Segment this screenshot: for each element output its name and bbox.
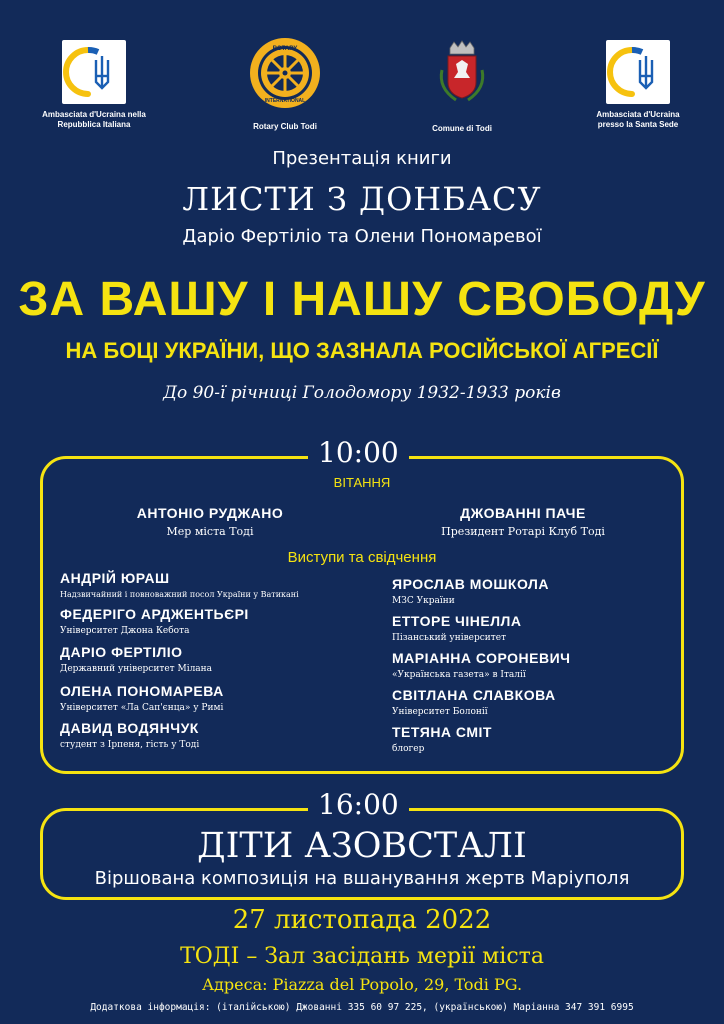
embassy-holysee-caption: Ambasciata d'Ucraina presso la Santa Sede (596, 110, 680, 129)
speaker-name: ТЕТЯНА СМІТ (392, 724, 492, 740)
speaker-entry (392, 724, 492, 754)
speaker-entry (392, 687, 556, 717)
coat-of-arms-icon (436, 40, 488, 110)
speaker-entry (392, 576, 549, 606)
speaker-role: Університет Болонії (392, 707, 488, 717)
book-title: ЛИСТИ З ДОНБАСУ (182, 180, 542, 218)
speaker-name: СВІТЛАНА СЛАВКОВА (392, 687, 556, 703)
embassy-holysee-logo (606, 40, 670, 104)
speaker-entry (392, 613, 521, 643)
embassy-italy-caption: Ambasciata d'Ucraina nella Repubblica Italiana (42, 110, 146, 129)
speaker-role: Мер міста Тоді (166, 525, 254, 538)
book-authors: Даріо Фертіліо та Олени Пономаревої (182, 226, 542, 247)
rotary-logo (248, 36, 322, 114)
speaker-name: ДЖОВАННІ ПАЧЕ (460, 505, 586, 521)
contact-info: Додаткова інформація: (італійською) Джованні 335 60 97 225, (українською) Маріанна 347 391 6995 (90, 1002, 634, 1013)
speaker-entry (60, 570, 299, 599)
speaker-name: ДАРІО ФЕРТІЛІО (60, 644, 183, 660)
speaker-role: «Українська газета» в Італії (392, 670, 526, 680)
afternoon-title: ДІТИ АЗОВСТАЛІ (197, 826, 527, 866)
speaker-role: Університет «Ла Сап'єнца» у Римі (60, 703, 224, 713)
ukraine-trident-icon (62, 40, 126, 104)
speaker-entry (60, 683, 224, 713)
speaker-name: ОЛЕНА ПОНОМАРЕВА (60, 683, 224, 699)
speaker-role: Державний університет Мілана (60, 664, 213, 674)
talks-heading: Виступи та свідчення (287, 549, 437, 566)
sub-slogan: НА БОЦІ УКРАЇНИ, ЩО ЗАЗНАЛА РОСІЙСЬКОЇ АГРЕСІЇ (65, 338, 659, 363)
event-address: Адреса: Piazza del Popolo, 29, Todi PG. (201, 975, 523, 994)
speaker-entry (392, 650, 570, 680)
morning-time: 10:00 (308, 436, 409, 469)
afternoon-subtitle: Віршована композиція на вшанування жертв Маріуполя (94, 868, 630, 889)
speaker-name: ЕТТОРЕ ЧІНЕЛЛА (392, 613, 522, 629)
speaker-name: АНТОНІО РУДЖАНО (136, 505, 284, 521)
speaker-name: ФЕДЕРІГО АРДЖЕНТЬЄРІ (60, 606, 249, 622)
ukraine-trident-icon (606, 40, 670, 104)
speaker-name: ЯРОСЛАВ МОШКОЛА (392, 576, 549, 592)
event-place: ТОДІ – Зал засідань мерії міста (180, 944, 544, 969)
speaker-name: ДАВИД ВОДЯНЧУК (60, 720, 199, 736)
rotary-ring-top: ROTARY (272, 46, 298, 52)
comune-caption: Comune di Todi (432, 124, 492, 133)
speaker-entry (60, 644, 212, 674)
presentation-label: Презентація книги (272, 148, 452, 169)
speaker-role: МЗС України (392, 596, 455, 606)
speaker-name: МАРІАННА СОРОНЕВИЧ (392, 650, 571, 666)
anniversary-line: До 90-ї річниці Голодомору 1932-1933 років (163, 383, 561, 403)
speaker-role: Надзвичайний і повноважний посол України у Ватикані (60, 590, 299, 599)
speaker-entry (60, 606, 249, 636)
speaker-role: блогер (392, 744, 425, 754)
welcome-speaker (100, 505, 320, 538)
main-slogan: ЗА ВАШУ І НАШУ СВОБОДУ (18, 273, 706, 326)
rotary-wheel-icon (248, 36, 322, 110)
todi-coat-of-arms (436, 40, 488, 114)
speaker-role: Президент Ротарі Клуб Тоді (441, 525, 605, 538)
speaker-role: Пізанський університет (392, 633, 507, 643)
speaker-name: АНДРІЙ ЮРАШ (60, 570, 170, 586)
event-date: 27 листопада 2022 (232, 905, 492, 935)
welcome-speaker (398, 505, 648, 538)
speaker-entry (60, 720, 199, 750)
welcome-heading: ВІТАННЯ (333, 475, 391, 490)
speaker-role: Університет Джона Кебота (60, 626, 190, 636)
rotary-caption: Rotary Club Todi (253, 122, 317, 131)
afternoon-time: 16:00 (308, 788, 409, 821)
speaker-role: студент з Ірпеня, гість у Тоді (60, 740, 200, 750)
rotary-ring-bottom: INTERNATIONAL (264, 98, 306, 104)
embassy-italy-logo (62, 40, 126, 104)
